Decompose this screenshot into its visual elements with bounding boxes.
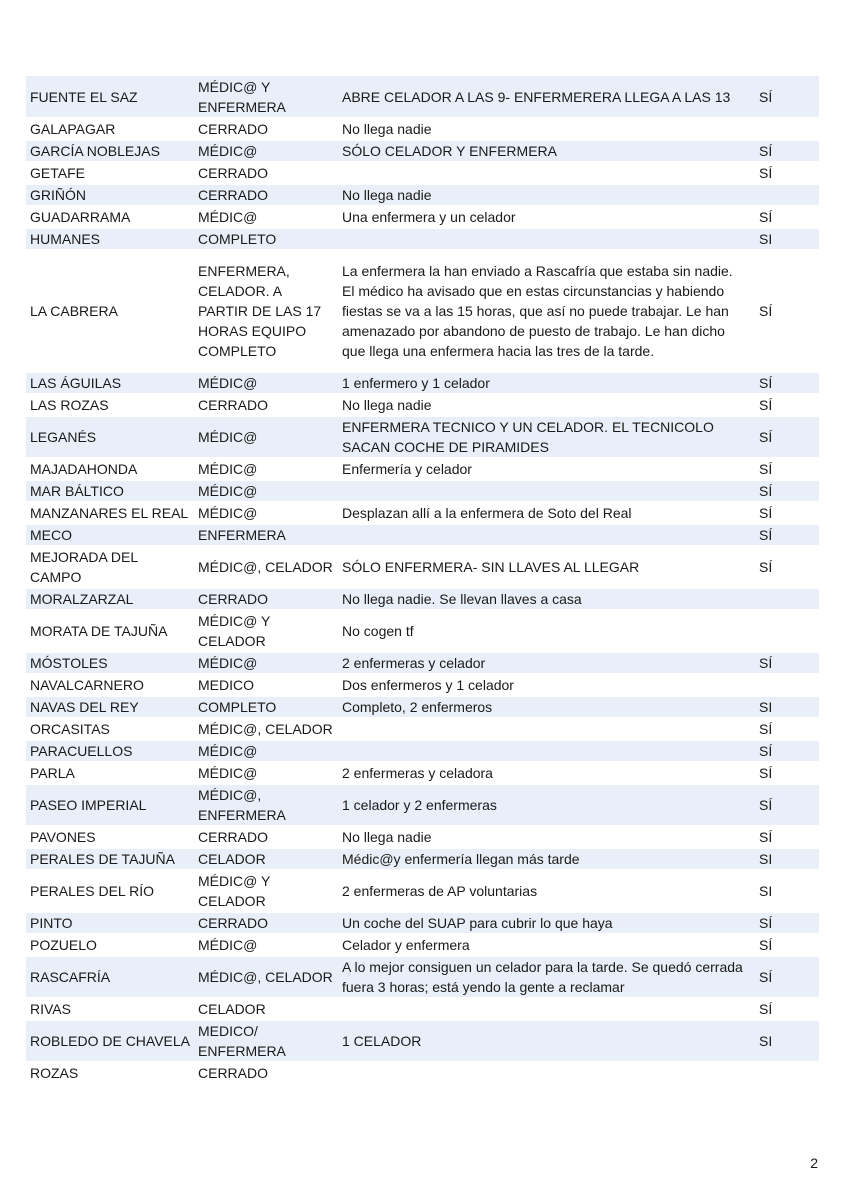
cell-center: LAS ROZAS — [30, 397, 109, 413]
cell-center: MANZANARES EL REAL — [30, 505, 189, 521]
cell-staff: MÉDIC@ — [194, 416, 338, 458]
table-row — [26, 956, 819, 998]
cell-staff: CERRADO — [194, 912, 338, 934]
cell-notes — [338, 480, 751, 502]
table-row — [26, 76, 819, 118]
cell-flag — [751, 610, 819, 652]
table-row — [26, 610, 819, 652]
cell-flag: SÍ — [759, 303, 773, 319]
cell-notes: 2 enfermeras de AP voluntarias — [342, 883, 538, 899]
cell-center: MAR BÁLTICO — [26, 480, 194, 502]
cell-notes — [338, 998, 751, 1020]
cell-staff: CERRADO — [198, 165, 269, 181]
cell-notes: Completo, 2 enfermeros — [338, 696, 751, 718]
cell-flag: SI — [751, 1020, 819, 1062]
cell-center: GALAPAGAR — [30, 121, 116, 137]
cell-center: PAVONES — [30, 829, 96, 845]
table-row — [26, 998, 819, 1020]
table-row — [26, 162, 819, 184]
cell-center: ROZAS — [30, 1065, 79, 1081]
cell-staff: CERRADO — [198, 121, 269, 137]
cell-center: RIVAS — [30, 1001, 71, 1017]
table-row — [26, 524, 819, 546]
cell-center: LEGANÉS — [26, 416, 194, 458]
cell-center: RASCAFRÍA — [26, 956, 194, 998]
table-row — [26, 912, 819, 934]
cell-flag: SÍ — [751, 740, 819, 762]
cell-flag — [751, 1062, 819, 1084]
cell-staff: MÉDIC@ — [194, 740, 338, 762]
cell-flag: SÍ — [759, 765, 773, 781]
cell-notes: Enfermería y celador — [342, 461, 472, 477]
cell-notes: ENFERMERA TECNICO Y UN CELADOR. EL TECNICOLO SACAN COCHE DE PIRAMIDES — [338, 416, 751, 458]
cell-center: PERALES DEL RÍO — [30, 883, 154, 899]
cell-flag: SI — [751, 228, 819, 250]
cell-flag — [751, 118, 819, 140]
cell-center: ORCASITAS — [30, 721, 110, 737]
cell-center: PARACUELLOS — [26, 740, 194, 762]
cell-center: GRIÑÓN — [26, 184, 194, 206]
cell-staff: MEDICO/ ENFERMERA — [194, 1020, 338, 1062]
table-row — [26, 784, 819, 826]
cell-flag — [751, 184, 819, 206]
cell-center: MAJADAHONDA — [30, 461, 138, 477]
cell-notes: 1 enfermero y 1 celador — [338, 372, 751, 394]
cell-staff: MÉDIC@ — [198, 209, 258, 225]
cell-flag: SÍ — [759, 721, 773, 737]
cell-flag: SÍ — [751, 416, 819, 458]
cell-flag: SI — [751, 848, 819, 870]
cell-notes: Celador y enfermera — [342, 937, 470, 953]
cell-notes — [338, 524, 751, 546]
cell-flag: SÍ — [751, 372, 819, 394]
table-row — [26, 546, 819, 588]
cell-notes: No llega nadie — [342, 121, 432, 137]
cell-center: ROBLEDO DE CHAVELA — [26, 1020, 194, 1062]
cell-staff: MÉDIC@ — [194, 372, 338, 394]
cell-notes: SÓLO CELADOR Y ENFERMERA — [338, 140, 751, 162]
table-row — [26, 250, 819, 372]
cell-notes: A lo mejor consiguen un celador para la tarde. Se quedó cerrada fuera 3 horas; está yendo la gente a reclamar — [338, 956, 751, 998]
cell-flag: SÍ — [759, 559, 773, 575]
cell-staff: COMPLETO — [194, 228, 338, 250]
cell-center: PERALES DE TAJUÑA — [26, 848, 194, 870]
cell-flag: SÍ — [751, 140, 819, 162]
cell-flag: SÍ — [759, 165, 773, 181]
cell-center: NAVALCARNERO — [30, 677, 144, 693]
cell-notes: No llega nadie — [342, 829, 432, 845]
cell-notes: No cogen tf — [342, 623, 414, 639]
table-row — [26, 184, 819, 206]
cell-flag: SÍ — [751, 956, 819, 998]
cell-staff: MÉDIC@, CELADOR — [194, 956, 338, 998]
cell-notes: 1 celador y 2 enfermeras — [338, 784, 751, 826]
cell-flag: SÍ — [759, 505, 773, 521]
cell-notes: 1 CELADOR — [338, 1020, 751, 1062]
cell-staff: CELADOR — [194, 848, 338, 870]
cell-notes — [338, 740, 751, 762]
table-row — [26, 848, 819, 870]
cell-center: MORALZARZAL — [26, 588, 194, 610]
cell-staff: COMPLETO — [194, 696, 338, 718]
cell-notes — [338, 228, 751, 250]
cell-notes: La enfermera la han enviado a Rascafría que estaba sin nadie. El médico ha avisado que en estas circunstancias y habiendo fiestas se va a las 15 horas, que así no puede trabajar. Le han amenazado por abandono de puesto de trabajo. Le han dicho que llega una enfermera hacia las tres de la tarde. — [342, 263, 733, 359]
cell-staff: MÉDIC@ Y CELADOR — [198, 873, 271, 909]
cell-center: PASEO IMPERIAL — [26, 784, 194, 826]
table-row — [26, 1020, 819, 1062]
cell-staff: MÉDIC@ — [198, 765, 258, 781]
table-row — [26, 870, 819, 912]
cell-staff: MÉDIC@ — [198, 937, 258, 953]
cell-staff: MÉDIC@ — [198, 461, 258, 477]
cell-flag: SÍ — [751, 76, 819, 118]
cell-staff: MÉDIC@ — [194, 480, 338, 502]
table-row — [26, 934, 819, 956]
cell-flag: SÍ — [759, 937, 773, 953]
cell-flag: SÍ — [751, 912, 819, 934]
table-row — [26, 740, 819, 762]
cell-flag: SÍ — [751, 784, 819, 826]
cell-center: MECO — [26, 524, 194, 546]
cell-center: MÓSTOLES — [26, 652, 194, 674]
table-row — [26, 652, 819, 674]
cell-flag: SÍ — [751, 524, 819, 546]
cell-center: GARCÍA NOBLEJAS — [26, 140, 194, 162]
table-row — [26, 696, 819, 718]
cell-staff: CERRADO — [198, 397, 269, 413]
cell-staff: MEDICO — [198, 677, 254, 693]
cell-staff: MÉDIC@ Y ENFERMERA — [194, 76, 338, 118]
cell-flag: SÍ — [751, 652, 819, 674]
cell-notes: Desplazan allí a la enfermera de Soto del Real — [342, 505, 632, 521]
table-row — [26, 718, 819, 740]
cell-flag: SI — [759, 883, 773, 899]
cell-notes: ABRE CELADOR A LAS 9- ENFERMERERA LLEGA A LAS 13 — [338, 76, 751, 118]
cell-staff: CERRADO — [198, 1065, 269, 1081]
cell-notes — [338, 162, 751, 184]
cell-notes: Una enfermera y un celador — [342, 209, 516, 225]
cell-staff: MÉDIC@ — [194, 140, 338, 162]
cell-staff: ENFERMERA — [194, 524, 338, 546]
cell-notes: Médic@y enfermería llegan más tarde — [338, 848, 751, 870]
cell-notes: 2 enfermeras y celadora — [342, 765, 493, 781]
cell-center: GUADARRAMA — [30, 209, 131, 225]
cell-center: PINTO — [26, 912, 194, 934]
cell-center: GETAFE — [30, 165, 85, 181]
table-row — [26, 674, 819, 696]
cell-center: POZUELO — [30, 937, 97, 953]
cell-notes: Un coche del SUAP para cubrir lo que haya — [338, 912, 751, 934]
cell-staff: CERRADO — [198, 829, 269, 845]
cell-staff: MÉDIC@ — [194, 652, 338, 674]
table-row — [26, 228, 819, 250]
cell-notes: Dos enfermeros y 1 celador — [342, 677, 514, 693]
cell-notes — [338, 718, 751, 740]
cell-flag: SÍ — [751, 480, 819, 502]
table-row — [26, 480, 819, 502]
cell-flag: SÍ — [759, 397, 773, 413]
table-row — [26, 502, 819, 524]
cell-notes: No llega nadie. Se llevan llaves a casa — [338, 588, 751, 610]
cell-center: NAVAS DEL REY — [26, 696, 194, 718]
cell-center: MORATA DE TAJUÑA — [30, 623, 168, 639]
cell-center: FUENTE EL SAZ — [26, 76, 194, 118]
cell-center: LAS ÁGUILAS — [26, 372, 194, 394]
table-row — [26, 118, 819, 140]
cell-notes: No llega nadie — [342, 397, 432, 413]
cell-staff: MÉDIC@ Y CELADOR — [198, 613, 271, 649]
cell-flag: SÍ — [759, 461, 773, 477]
cell-staff: CERRADO — [194, 184, 338, 206]
cell-center: MEJORADA DEL CAMPO — [30, 549, 138, 585]
table-row — [26, 458, 819, 480]
table-body — [26, 76, 819, 1084]
cell-notes — [338, 1062, 751, 1084]
cell-staff: MÉDIC@, ENFERMERA — [194, 784, 338, 826]
cell-staff: MÉDIC@ — [198, 505, 258, 521]
table-row — [26, 394, 819, 416]
cell-staff: CERRADO — [194, 588, 338, 610]
cell-staff: MÉDIC@, CELADOR — [198, 559, 333, 575]
table-row — [26, 416, 819, 458]
cell-flag — [751, 588, 819, 610]
cell-notes: No llega nadie — [338, 184, 751, 206]
cell-staff: CELADOR — [198, 1001, 266, 1017]
cell-flag: SÍ — [759, 1001, 773, 1017]
table-row — [26, 372, 819, 394]
table-row — [26, 206, 819, 228]
cell-flag: SÍ — [759, 829, 773, 845]
table-row — [26, 762, 819, 784]
table-row — [26, 140, 819, 162]
table-row — [26, 588, 819, 610]
cell-center: LA CABRERA — [30, 303, 118, 319]
cell-staff: ENFERMERA, CELADOR. A PARTIR DE LAS 17 HORAS EQUIPO COMPLETO — [198, 263, 322, 359]
table-row — [26, 826, 819, 848]
cell-flag — [751, 674, 819, 696]
cell-notes: 2 enfermeras y celador — [338, 652, 751, 674]
cell-staff: MÉDIC@, CELADOR — [198, 721, 333, 737]
cell-center: PARLA — [30, 765, 75, 781]
cell-flag: SÍ — [759, 209, 773, 225]
centers-table — [26, 76, 819, 1085]
table-row — [26, 1062, 819, 1084]
page-number: 2 — [810, 1155, 818, 1171]
cell-notes: SÓLO ENFERMERA- SIN LLAVES AL LLEGAR — [342, 559, 640, 575]
cell-center: HUMANES — [26, 228, 194, 250]
cell-flag: SI — [751, 696, 819, 718]
